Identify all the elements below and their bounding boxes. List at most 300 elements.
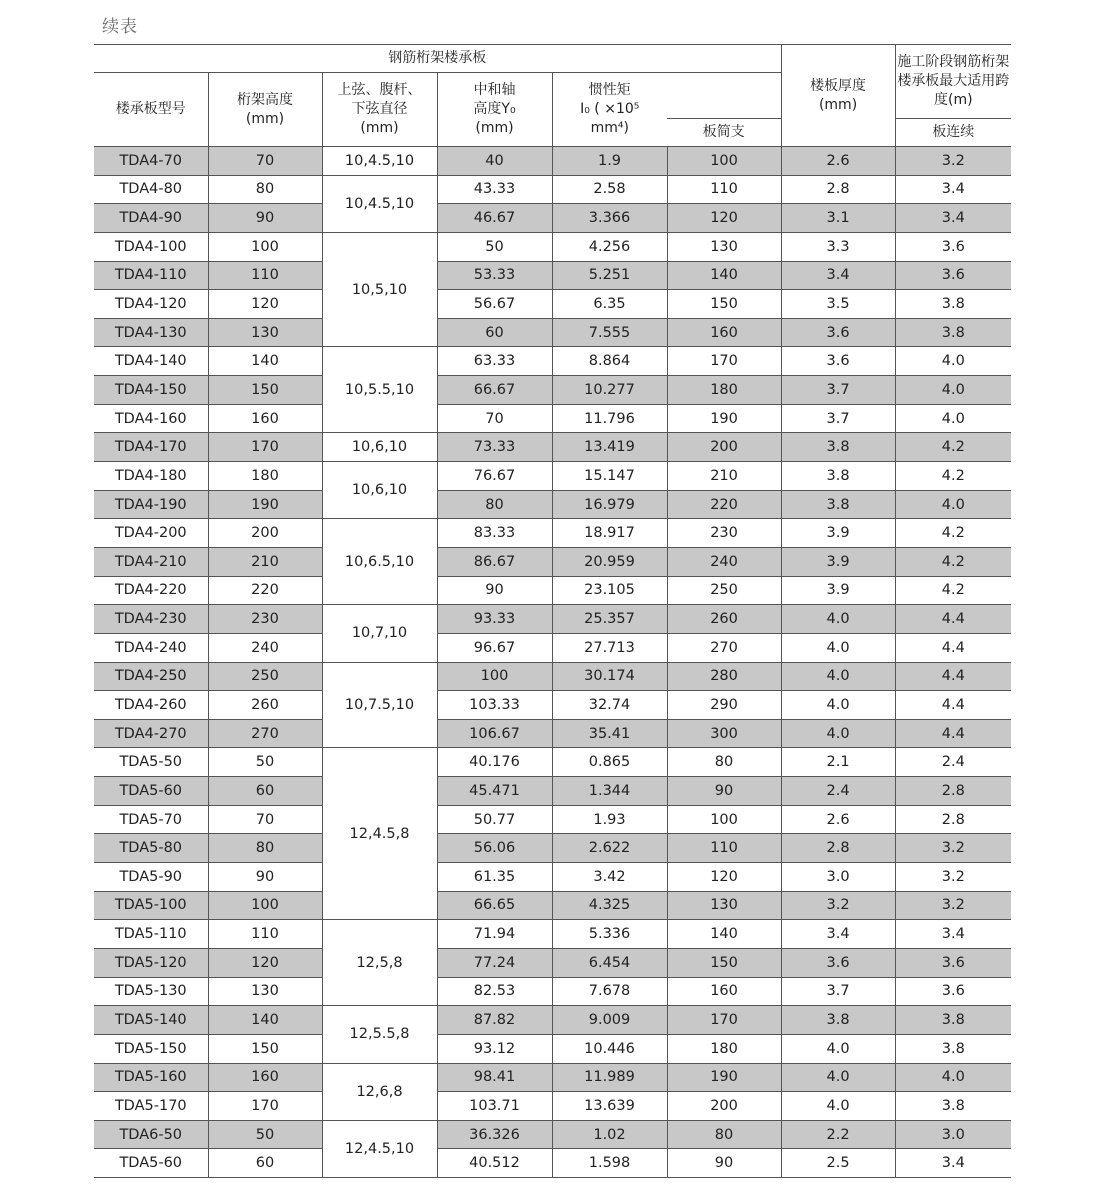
cell-chord-diameter: 10,5,10: [322, 232, 437, 347]
cell-continuous-span: 3.0: [895, 1120, 1011, 1149]
cell-neutral-axis: 86.67: [437, 547, 552, 576]
cell-model: TDA4-230: [94, 605, 208, 634]
cell-simple-span: 3.4: [781, 920, 895, 949]
cell-truss-height: 80: [208, 175, 322, 204]
cell-chord-diameter: 10,7.5,10: [322, 662, 437, 748]
cell-moment-of-inertia: 9.009: [552, 1006, 667, 1035]
cell-slab-thickness: 100: [667, 805, 781, 834]
header-continuous-span: 板连续: [895, 119, 1011, 147]
cell-truss-height: 70: [208, 147, 322, 176]
cell-truss-height: 110: [208, 920, 322, 949]
spec-table: [94, 44, 1011, 1178]
cell-simple-span: 3.8: [781, 490, 895, 519]
cell-moment-of-inertia: 2.58: [552, 175, 667, 204]
cell-neutral-axis: 70: [437, 404, 552, 433]
cell-slab-thickness: 110: [667, 175, 781, 204]
cell-slab-thickness: 270: [667, 633, 781, 662]
cell-simple-span: 4.0: [781, 719, 895, 748]
group-header-max-span: 施工阶段钢筋桁架 楼承板最大适用跨度(m): [895, 45, 1011, 119]
cell-moment-of-inertia: 23.105: [552, 576, 667, 605]
cell-continuous-span: 2.4: [895, 748, 1011, 777]
cell-truss-height: 120: [208, 948, 322, 977]
cell-slab-thickness: 120: [667, 204, 781, 233]
cell-neutral-axis: 106.67: [437, 719, 552, 748]
cell-simple-span: 4.0: [781, 1092, 895, 1121]
cell-continuous-span: 4.2: [895, 462, 1011, 491]
cell-continuous-span: 4.0: [895, 347, 1011, 376]
cell-moment-of-inertia: 0.865: [552, 748, 667, 777]
cell-simple-span: 3.0: [781, 863, 895, 892]
cell-truss-height: 260: [208, 691, 322, 720]
table-row: [94, 1006, 1011, 1035]
header-chord-diameter: 上弦、腹杆、 下弦直径 (mm): [322, 73, 437, 147]
cell-neutral-axis: 87.82: [437, 1006, 552, 1035]
cell-continuous-span: 3.6: [895, 261, 1011, 290]
cell-chord-diameter: 12,4.5,8: [322, 748, 437, 920]
cell-slab-thickness: 140: [667, 920, 781, 949]
cell-continuous-span: 3.8: [895, 1034, 1011, 1063]
cell-model: TDA5-160: [94, 1063, 208, 1092]
cell-neutral-axis: 71.94: [437, 920, 552, 949]
table-row: [94, 863, 1011, 892]
cell-simple-span: 3.4: [781, 261, 895, 290]
cell-continuous-span: 3.4: [895, 175, 1011, 204]
cell-simple-span: 3.7: [781, 404, 895, 433]
cell-continuous-span: 4.2: [895, 576, 1011, 605]
cell-neutral-axis: 100: [437, 662, 552, 691]
cell-moment-of-inertia: 20.959: [552, 547, 667, 576]
cell-truss-height: 170: [208, 1092, 322, 1121]
cell-chord-diameter: 10,4.5,10: [322, 147, 437, 176]
cell-slab-thickness: 90: [667, 777, 781, 806]
cell-truss-height: 60: [208, 777, 322, 806]
cell-neutral-axis: 63.33: [437, 347, 552, 376]
cell-moment-of-inertia: 3.42: [552, 863, 667, 892]
cell-neutral-axis: 40.512: [437, 1149, 552, 1178]
cell-slab-thickness: 150: [667, 948, 781, 977]
cell-simple-span: 2.6: [781, 147, 895, 176]
cell-moment-of-inertia: 11.989: [552, 1063, 667, 1092]
cell-neutral-axis: 77.24: [437, 948, 552, 977]
cell-simple-span: 3.3: [781, 232, 895, 261]
table-row: [94, 977, 1011, 1006]
cell-truss-height: 140: [208, 347, 322, 376]
cell-continuous-span: 3.6: [895, 948, 1011, 977]
cell-moment-of-inertia: 27.713: [552, 633, 667, 662]
table-row: [94, 347, 1011, 376]
cell-slab-thickness: 130: [667, 232, 781, 261]
cell-simple-span: 2.8: [781, 175, 895, 204]
cell-neutral-axis: 66.65: [437, 891, 552, 920]
cell-model: TDA4-80: [94, 175, 208, 204]
cell-moment-of-inertia: 1.9: [552, 147, 667, 176]
cell-model: TDA4-130: [94, 318, 208, 347]
cell-truss-height: 100: [208, 891, 322, 920]
table-row: [94, 1092, 1011, 1121]
table-row: [94, 662, 1011, 691]
cell-model: TDA4-140: [94, 347, 208, 376]
cell-neutral-axis: 46.67: [437, 204, 552, 233]
header-model: 楼承板型号: [94, 73, 208, 147]
table-row: [94, 719, 1011, 748]
cell-model: TDA4-260: [94, 691, 208, 720]
table-row: [94, 1120, 1011, 1149]
cell-neutral-axis: 83.33: [437, 519, 552, 548]
cell-simple-span: 4.0: [781, 662, 895, 691]
cell-chord-diameter: 12,6,8: [322, 1063, 437, 1120]
cell-slab-thickness: 110: [667, 834, 781, 863]
cell-continuous-span: 4.4: [895, 691, 1011, 720]
table-row: [94, 691, 1011, 720]
cell-moment-of-inertia: 35.41: [552, 719, 667, 748]
cell-truss-height: 120: [208, 290, 322, 319]
cell-chord-diameter: 10,7,10: [322, 605, 437, 662]
cell-model: TDA5-80: [94, 834, 208, 863]
header-moment-of-inertia: 惯性矩 I₀ ( ×10⁵ mm⁴): [552, 73, 667, 147]
header-truss-height: 桁架高度 (mm): [208, 73, 322, 147]
cell-slab-thickness: 290: [667, 691, 781, 720]
cell-slab-thickness: 130: [667, 891, 781, 920]
cell-model: TDA4-250: [94, 662, 208, 691]
cell-model: TDA4-180: [94, 462, 208, 491]
cell-continuous-span: 4.2: [895, 433, 1011, 462]
cell-simple-span: 3.9: [781, 519, 895, 548]
cell-moment-of-inertia: 30.174: [552, 662, 667, 691]
cell-moment-of-inertia: 1.598: [552, 1149, 667, 1178]
cell-chord-diameter: 10,4.5,10: [322, 175, 437, 232]
cell-neutral-axis: 80: [437, 490, 552, 519]
table-row: [94, 633, 1011, 662]
cell-neutral-axis: 60: [437, 318, 552, 347]
cell-truss-height: 160: [208, 404, 322, 433]
table-row: [94, 175, 1011, 204]
cell-moment-of-inertia: 4.256: [552, 232, 667, 261]
cell-slab-thickness: 180: [667, 376, 781, 405]
cell-truss-height: 110: [208, 261, 322, 290]
cell-model: TDA5-110: [94, 920, 208, 949]
table-row: [94, 920, 1011, 949]
table-row: [94, 1063, 1011, 1092]
cell-slab-thickness: 100: [667, 147, 781, 176]
cell-model: TDA5-100: [94, 891, 208, 920]
cell-truss-height: 160: [208, 1063, 322, 1092]
table-row: [94, 204, 1011, 233]
cell-moment-of-inertia: 13.419: [552, 433, 667, 462]
cell-truss-height: 250: [208, 662, 322, 691]
table-row: [94, 748, 1011, 777]
cell-continuous-span: 3.8: [895, 290, 1011, 319]
cell-model: TDA5-150: [94, 1034, 208, 1063]
cell-continuous-span: 3.8: [895, 318, 1011, 347]
cell-model: TDA4-210: [94, 547, 208, 576]
cell-continuous-span: 4.0: [895, 404, 1011, 433]
cell-slab-thickness: 150: [667, 290, 781, 319]
cell-simple-span: 3.8: [781, 462, 895, 491]
page-title: 续表: [102, 17, 138, 37]
cell-chord-diameter: 12,4.5,10: [322, 1120, 437, 1177]
cell-neutral-axis: 93.33: [437, 605, 552, 634]
cell-model: TDA6-50: [94, 1120, 208, 1149]
cell-slab-thickness: 200: [667, 1092, 781, 1121]
cell-truss-height: 170: [208, 433, 322, 462]
cell-slab-thickness: 170: [667, 347, 781, 376]
cell-simple-span: 4.0: [781, 605, 895, 634]
cell-moment-of-inertia: 6.35: [552, 290, 667, 319]
cell-simple-span: 2.8: [781, 834, 895, 863]
cell-slab-thickness: 280: [667, 662, 781, 691]
cell-model: TDA4-190: [94, 490, 208, 519]
cell-moment-of-inertia: 3.366: [552, 204, 667, 233]
cell-slab-thickness: 260: [667, 605, 781, 634]
cell-model: TDA4-110: [94, 261, 208, 290]
cell-neutral-axis: 45.471: [437, 777, 552, 806]
cell-simple-span: 2.2: [781, 1120, 895, 1149]
header-neutral-axis: 中和轴 高度Y₀ (mm): [437, 73, 552, 147]
cell-truss-height: 80: [208, 834, 322, 863]
cell-slab-thickness: 140: [667, 261, 781, 290]
cell-moment-of-inertia: 7.555: [552, 318, 667, 347]
cell-moment-of-inertia: 1.02: [552, 1120, 667, 1149]
cell-neutral-axis: 98.41: [437, 1063, 552, 1092]
cell-moment-of-inertia: 8.864: [552, 347, 667, 376]
cell-neutral-axis: 50: [437, 232, 552, 261]
cell-simple-span: 3.6: [781, 318, 895, 347]
cell-truss-height: 180: [208, 462, 322, 491]
cell-model: TDA5-70: [94, 805, 208, 834]
cell-neutral-axis: 90: [437, 576, 552, 605]
cell-continuous-span: 3.2: [895, 147, 1011, 176]
cell-model: TDA4-100: [94, 232, 208, 261]
cell-neutral-axis: 103.71: [437, 1092, 552, 1121]
cell-truss-height: 50: [208, 1120, 322, 1149]
cell-moment-of-inertia: 15.147: [552, 462, 667, 491]
cell-neutral-axis: 40: [437, 147, 552, 176]
cell-slab-thickness: 230: [667, 519, 781, 548]
cell-continuous-span: 3.6: [895, 977, 1011, 1006]
cell-neutral-axis: 36.326: [437, 1120, 552, 1149]
cell-moment-of-inertia: 6.454: [552, 948, 667, 977]
cell-simple-span: 4.0: [781, 633, 895, 662]
cell-simple-span: 3.7: [781, 977, 895, 1006]
cell-truss-height: 200: [208, 519, 322, 548]
cell-continuous-span: 4.2: [895, 519, 1011, 548]
cell-slab-thickness: 160: [667, 977, 781, 1006]
cell-slab-thickness: 160: [667, 318, 781, 347]
cell-model: TDA5-50: [94, 748, 208, 777]
cell-moment-of-inertia: 2.622: [552, 834, 667, 863]
cell-slab-thickness: 240: [667, 547, 781, 576]
cell-slab-thickness: 300: [667, 719, 781, 748]
cell-model: TDA5-90: [94, 863, 208, 892]
cell-truss-height: 220: [208, 576, 322, 605]
table-row: [94, 605, 1011, 634]
cell-continuous-span: 3.4: [895, 920, 1011, 949]
cell-moment-of-inertia: 32.74: [552, 691, 667, 720]
table-row: [94, 290, 1011, 319]
cell-simple-span: 4.0: [781, 691, 895, 720]
cell-moment-of-inertia: 1.93: [552, 805, 667, 834]
cell-model: TDA4-90: [94, 204, 208, 233]
cell-model: TDA4-120: [94, 290, 208, 319]
cell-neutral-axis: 93.12: [437, 1034, 552, 1063]
cell-neutral-axis: 56.06: [437, 834, 552, 863]
cell-moment-of-inertia: 18.917: [552, 519, 667, 548]
table-header: [94, 45, 1011, 147]
cell-chord-diameter: 10,6,10: [322, 433, 437, 462]
cell-slab-thickness: 80: [667, 1120, 781, 1149]
cell-continuous-span: 2.8: [895, 805, 1011, 834]
cell-chord-diameter: 10,6,10: [322, 462, 437, 519]
cell-continuous-span: 3.2: [895, 891, 1011, 920]
cell-model: TDA4-170: [94, 433, 208, 462]
cell-slab-thickness: 90: [667, 1149, 781, 1178]
table-row: [94, 147, 1011, 176]
cell-neutral-axis: 73.33: [437, 433, 552, 462]
cell-truss-height: 190: [208, 490, 322, 519]
cell-chord-diameter: 12,5.5,8: [322, 1006, 437, 1063]
cell-neutral-axis: 53.33: [437, 261, 552, 290]
cell-continuous-span: 4.4: [895, 633, 1011, 662]
cell-truss-height: 230: [208, 605, 322, 634]
cell-truss-height: 240: [208, 633, 322, 662]
cell-continuous-span: 3.6: [895, 232, 1011, 261]
cell-model: TDA4-270: [94, 719, 208, 748]
cell-simple-span: 3.6: [781, 948, 895, 977]
cell-chord-diameter: 10,5.5,10: [322, 347, 437, 433]
cell-slab-thickness: 80: [667, 748, 781, 777]
table-row: [94, 261, 1011, 290]
cell-truss-height: 140: [208, 1006, 322, 1035]
cell-simple-span: 3.5: [781, 290, 895, 319]
cell-continuous-span: 4.4: [895, 719, 1011, 748]
cell-moment-of-inertia: 5.336: [552, 920, 667, 949]
cell-slab-thickness: 220: [667, 490, 781, 519]
cell-truss-height: 210: [208, 547, 322, 576]
cell-slab-thickness: 250: [667, 576, 781, 605]
cell-model: TDA4-150: [94, 376, 208, 405]
cell-slab-thickness: 120: [667, 863, 781, 892]
cell-model: TDA4-200: [94, 519, 208, 548]
cell-slab-thickness: 170: [667, 1006, 781, 1035]
cell-simple-span: 3.8: [781, 1006, 895, 1035]
cell-truss-height: 60: [208, 1149, 322, 1178]
cell-continuous-span: 3.8: [895, 1092, 1011, 1121]
cell-slab-thickness: 210: [667, 462, 781, 491]
table-row: [94, 433, 1011, 462]
cell-moment-of-inertia: 25.357: [552, 605, 667, 634]
cell-moment-of-inertia: 5.251: [552, 261, 667, 290]
cell-simple-span: 4.0: [781, 1034, 895, 1063]
cell-continuous-span: 4.4: [895, 662, 1011, 691]
header-slab-thickness: 楼板厚度 (mm): [781, 45, 895, 147]
group-header-truss-deck: 钢筋桁架楼承板: [94, 45, 781, 73]
cell-truss-height: 90: [208, 863, 322, 892]
cell-continuous-span: 3.2: [895, 863, 1011, 892]
table-row: [94, 891, 1011, 920]
cell-neutral-axis: 76.67: [437, 462, 552, 491]
cell-continuous-span: 3.4: [895, 1149, 1011, 1178]
cell-moment-of-inertia: 10.277: [552, 376, 667, 405]
cell-continuous-span: 3.8: [895, 1006, 1011, 1035]
cell-truss-height: 50: [208, 748, 322, 777]
cell-simple-span: 2.6: [781, 805, 895, 834]
table-row: [94, 462, 1011, 491]
cell-model: TDA5-140: [94, 1006, 208, 1035]
cell-neutral-axis: 96.67: [437, 633, 552, 662]
cell-simple-span: 3.8: [781, 433, 895, 462]
cell-neutral-axis: 43.33: [437, 175, 552, 204]
cell-chord-diameter: 12,5,8: [322, 920, 437, 1006]
cell-model: TDA5-170: [94, 1092, 208, 1121]
header-simple-span: 板简支: [667, 119, 781, 147]
cell-simple-span: 3.1: [781, 204, 895, 233]
table-row: [94, 1149, 1011, 1178]
cell-chord-diameter: 10,6.5,10: [322, 519, 437, 605]
cell-neutral-axis: 82.53: [437, 977, 552, 1006]
cell-moment-of-inertia: 13.639: [552, 1092, 667, 1121]
cell-model: TDA4-240: [94, 633, 208, 662]
cell-slab-thickness: 180: [667, 1034, 781, 1063]
cell-continuous-span: 3.4: [895, 204, 1011, 233]
cell-slab-thickness: 190: [667, 1063, 781, 1092]
cell-continuous-span: 4.0: [895, 490, 1011, 519]
table-row: [94, 490, 1011, 519]
cell-continuous-span: 4.4: [895, 605, 1011, 634]
cell-model: TDA5-120: [94, 948, 208, 977]
cell-truss-height: 150: [208, 376, 322, 405]
table-row: [94, 834, 1011, 863]
cell-neutral-axis: 66.67: [437, 376, 552, 405]
cell-truss-height: 130: [208, 318, 322, 347]
cell-moment-of-inertia: 11.796: [552, 404, 667, 433]
cell-slab-thickness: 190: [667, 404, 781, 433]
table-row: [94, 948, 1011, 977]
cell-continuous-span: 4.2: [895, 547, 1011, 576]
cell-simple-span: 4.0: [781, 1063, 895, 1092]
cell-continuous-span: 2.8: [895, 777, 1011, 806]
cell-model: TDA4-220: [94, 576, 208, 605]
cell-simple-span: 2.1: [781, 748, 895, 777]
cell-moment-of-inertia: 10.446: [552, 1034, 667, 1063]
cell-neutral-axis: 56.67: [437, 290, 552, 319]
table-row: [94, 777, 1011, 806]
table-row: [94, 404, 1011, 433]
cell-neutral-axis: 50.77: [437, 805, 552, 834]
cell-truss-height: 90: [208, 204, 322, 233]
cell-simple-span: 2.5: [781, 1149, 895, 1178]
cell-truss-height: 70: [208, 805, 322, 834]
cell-simple-span: 2.4: [781, 777, 895, 806]
cell-moment-of-inertia: 16.979: [552, 490, 667, 519]
table-row: [94, 318, 1011, 347]
cell-neutral-axis: 61.35: [437, 863, 552, 892]
cell-simple-span: 3.2: [781, 891, 895, 920]
cell-model: TDA5-60: [94, 1149, 208, 1178]
cell-truss-height: 100: [208, 232, 322, 261]
table-row: [94, 232, 1011, 261]
cell-moment-of-inertia: 4.325: [552, 891, 667, 920]
cell-truss-height: 130: [208, 977, 322, 1006]
cell-continuous-span: 4.0: [895, 1063, 1011, 1092]
cell-simple-span: 3.9: [781, 576, 895, 605]
cell-model: TDA5-60: [94, 777, 208, 806]
cell-model: TDA4-160: [94, 404, 208, 433]
table-row: [94, 805, 1011, 834]
cell-slab-thickness: 200: [667, 433, 781, 462]
cell-model: TDA4-70: [94, 147, 208, 176]
cell-model: TDA5-130: [94, 977, 208, 1006]
cell-truss-height: 150: [208, 1034, 322, 1063]
